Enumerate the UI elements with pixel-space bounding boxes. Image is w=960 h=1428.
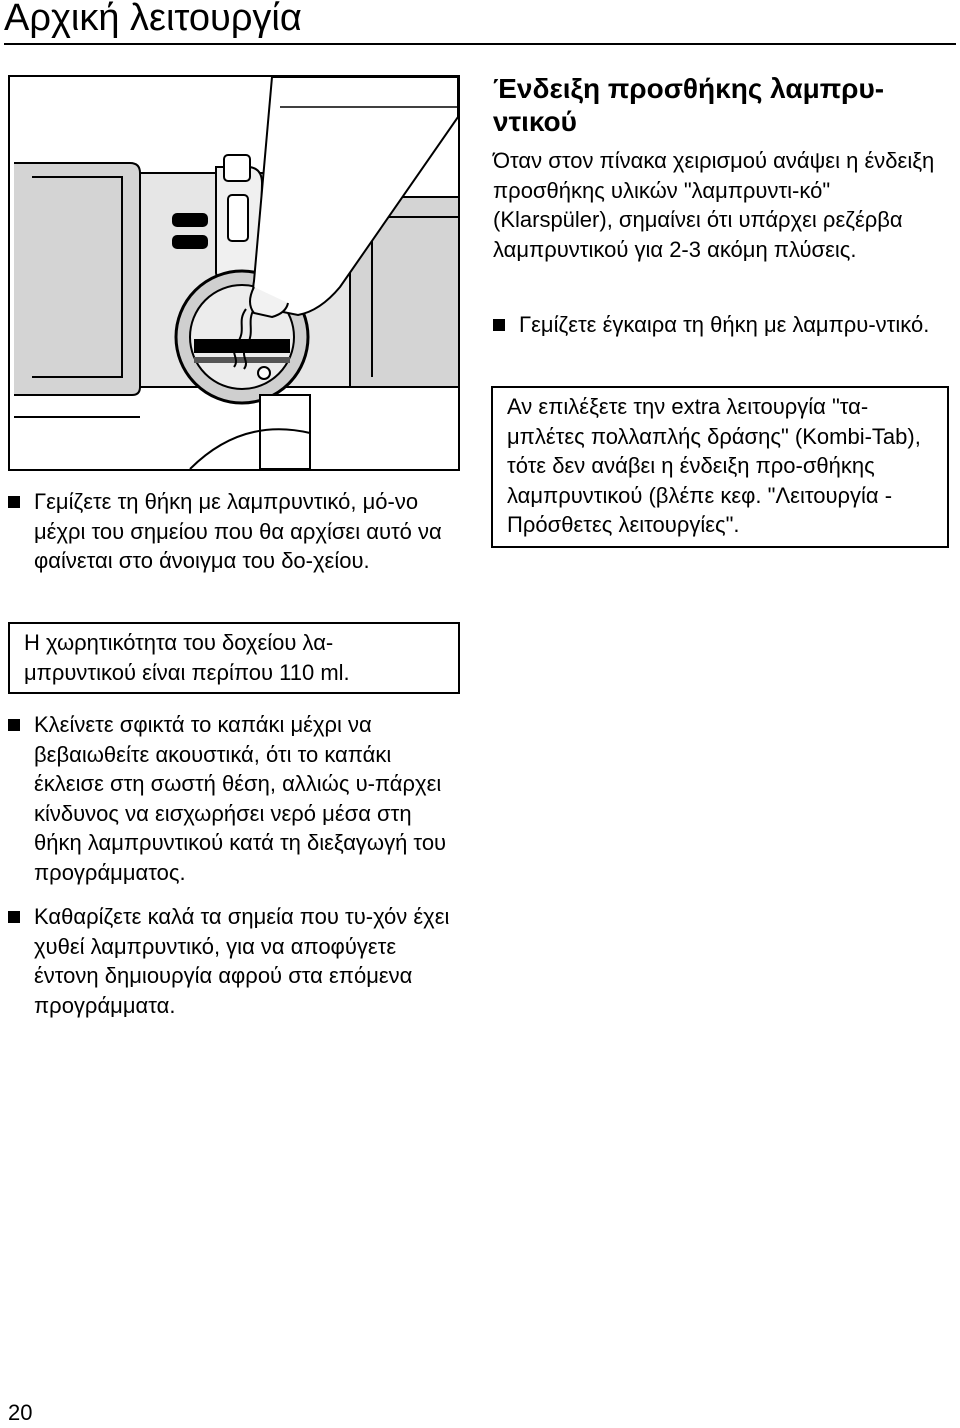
bullet-square-icon	[493, 319, 505, 331]
header-divider	[4, 43, 956, 45]
bullet-square-icon	[8, 911, 20, 923]
rinse-aid-indicator-heading: Ένδειξη προσθήκης λαμπρυ-ντικού	[493, 73, 885, 137]
right-kombi-tab-note: Αν επιλέξετε την extra λειτουργία "τα-μπλέτες πολλαπλής δράσης" (Kombi-Tab), τότε δεν ανάβει η ένδειξη προ-σθήκης λαμπρυντικού (βλέπε κεφ. "Λειτουργία - Πρόσθετες λειτουργίες".	[491, 386, 949, 548]
rinse-aid-refill-illustration	[8, 75, 460, 471]
bullet-square-icon	[8, 719, 20, 731]
bullet-square-icon	[8, 496, 20, 508]
left-capacity-note: Η χωρητικότητα του δοχείου λα-μπρυντικού είναι περίπου 110 ml.	[8, 622, 460, 694]
rinse-aid-indicator-intro: Όταν στον πίνακα χειρισμού ανάψει η ένδειξη προσθήκης υλικών "λαμπρυντι-κό" (Klarspüler), σημαίνει ότι υπάρχει ρεζέρβα λαμπρυντικού για 2-3 ακόμη πλύσεις.	[493, 148, 935, 262]
page-number: 20	[8, 1400, 33, 1425]
page-section-title: Αρχική λειτουργία	[4, 0, 302, 39]
